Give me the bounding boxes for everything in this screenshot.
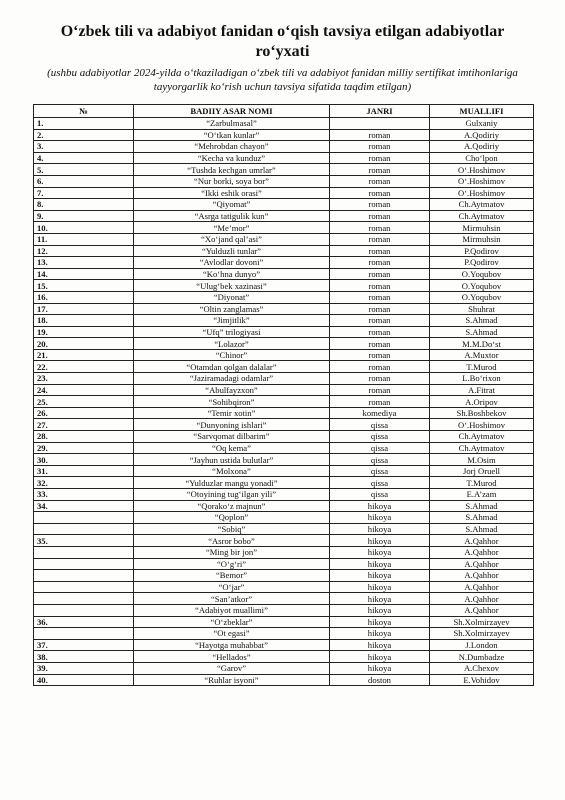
table-row bbox=[34, 489, 534, 501]
table-row bbox=[34, 396, 534, 408]
row-number: 14. bbox=[34, 268, 134, 280]
row-author: N.Dumbadze bbox=[430, 651, 534, 663]
row-genre: qissa bbox=[330, 431, 430, 443]
row-title: “Sarvqomat dilbarim” bbox=[134, 431, 330, 443]
row-author: E.A’zam bbox=[430, 489, 534, 501]
row-number: 27. bbox=[34, 419, 134, 431]
row-author: Sh.Xolmirzayev bbox=[430, 628, 534, 640]
row-number bbox=[34, 512, 134, 524]
row-author: P.Qodirov bbox=[430, 257, 534, 269]
row-author: A.Qahhor bbox=[430, 570, 534, 582]
row-genre: hikoya bbox=[330, 651, 430, 663]
row-number: 26. bbox=[34, 407, 134, 419]
row-title: “Qiyomat” bbox=[134, 199, 330, 211]
row-genre: roman bbox=[330, 187, 430, 199]
row-number bbox=[34, 523, 134, 535]
row-genre: roman bbox=[330, 222, 430, 234]
row-title: “Oltin zanglamas” bbox=[134, 303, 330, 315]
row-number bbox=[34, 581, 134, 593]
row-author: Jorj Oruell bbox=[430, 465, 534, 477]
row-genre: doston bbox=[330, 674, 430, 686]
row-title: “Asror bobo” bbox=[134, 535, 330, 547]
row-title: “Adabiyot muallimi” bbox=[134, 604, 330, 616]
row-author: S.Ahmad bbox=[430, 315, 534, 327]
table-row bbox=[34, 593, 534, 605]
row-title: “Mehrobdan chayon” bbox=[134, 141, 330, 153]
row-number: 32. bbox=[34, 477, 134, 489]
row-author: Mirmuhsin bbox=[430, 233, 534, 245]
table-row bbox=[34, 118, 534, 130]
row-number: 29. bbox=[34, 442, 134, 454]
row-number: 12. bbox=[34, 245, 134, 257]
row-number: 22. bbox=[34, 361, 134, 373]
row-number: 4. bbox=[34, 152, 134, 164]
row-author: O‘.Hoshimov bbox=[430, 187, 534, 199]
row-genre: qissa bbox=[330, 465, 430, 477]
table-row bbox=[34, 546, 534, 558]
row-author: O.Yoqubov bbox=[430, 280, 534, 292]
row-number: 10. bbox=[34, 222, 134, 234]
row-author: A.Muxtor bbox=[430, 349, 534, 361]
row-author: J.London bbox=[430, 639, 534, 651]
row-author: A.Qahhor bbox=[430, 535, 534, 547]
row-genre: hikoya bbox=[330, 558, 430, 570]
row-author: T.Murod bbox=[430, 361, 534, 373]
row-number: 33. bbox=[34, 489, 134, 501]
row-number bbox=[34, 593, 134, 605]
table-row bbox=[34, 662, 534, 674]
row-title: “Diyonat” bbox=[134, 291, 330, 303]
table-body bbox=[34, 118, 534, 686]
row-genre: roman bbox=[330, 245, 430, 257]
table-row bbox=[34, 639, 534, 651]
row-number: 11. bbox=[34, 233, 134, 245]
row-number: 3. bbox=[34, 141, 134, 153]
row-genre: roman bbox=[330, 268, 430, 280]
column-header-title: BADIIY ASAR NOMI bbox=[134, 105, 330, 118]
row-title: “O‘g‘ri” bbox=[134, 558, 330, 570]
row-title: “Jimjitlik” bbox=[134, 315, 330, 327]
row-author: Ch.Aytmatov bbox=[430, 210, 534, 222]
row-author: O‘.Hoshimov bbox=[430, 175, 534, 187]
row-title: “Hayotga muhabbat” bbox=[134, 639, 330, 651]
row-title: “Kecha va kunduz” bbox=[134, 152, 330, 164]
row-title: “Zarbulmasal” bbox=[134, 118, 330, 130]
row-genre: roman bbox=[330, 210, 430, 222]
row-title: “Qoplon” bbox=[134, 512, 330, 524]
row-author: L.Bo‘rixon bbox=[430, 373, 534, 385]
table-row bbox=[34, 442, 534, 454]
row-genre: roman bbox=[330, 291, 430, 303]
table-row bbox=[34, 628, 534, 640]
row-genre: hikoya bbox=[330, 662, 430, 674]
table-row bbox=[34, 558, 534, 570]
table-row bbox=[34, 465, 534, 477]
row-author: Sh.Xolmirzayev bbox=[430, 616, 534, 628]
table-row bbox=[34, 500, 534, 512]
table-row bbox=[34, 616, 534, 628]
row-genre: hikoya bbox=[330, 581, 430, 593]
row-author: O.Yoqubov bbox=[430, 291, 534, 303]
row-genre: roman bbox=[330, 129, 430, 141]
row-title: “Jaziramadagi odamlar” bbox=[134, 373, 330, 385]
table-row bbox=[34, 175, 534, 187]
row-title: “Nur borki, soya bor” bbox=[134, 175, 330, 187]
row-author: S.Ahmad bbox=[430, 523, 534, 535]
table-row bbox=[34, 338, 534, 350]
row-title: “Asrga tatigulik kun” bbox=[134, 210, 330, 222]
row-title: “Dunyoning ishlari” bbox=[134, 419, 330, 431]
column-header-author: MUALLIFI bbox=[430, 105, 534, 118]
row-genre: roman bbox=[330, 303, 430, 315]
table-row bbox=[34, 222, 534, 234]
row-number: 7. bbox=[34, 187, 134, 199]
row-author: O‘.Hoshimov bbox=[430, 164, 534, 176]
row-number: 24. bbox=[34, 384, 134, 396]
table-row bbox=[34, 407, 534, 419]
row-title: “Avlodlar dovoni” bbox=[134, 257, 330, 269]
table-row bbox=[34, 512, 534, 524]
row-title: “Otoyining tug‘ilgan yili” bbox=[134, 489, 330, 501]
row-number: 1. bbox=[34, 118, 134, 130]
row-author: A.Qodiriy bbox=[430, 141, 534, 153]
row-author: A.Qahhor bbox=[430, 604, 534, 616]
row-author: A.Qahhor bbox=[430, 593, 534, 605]
row-number: 23. bbox=[34, 373, 134, 385]
row-title: “Ufq” trilogiyasi bbox=[134, 326, 330, 338]
row-genre: roman bbox=[330, 396, 430, 408]
row-title: “Oq kema” bbox=[134, 442, 330, 454]
row-number: 18. bbox=[34, 315, 134, 327]
row-author: Ch.Aytmatov bbox=[430, 442, 534, 454]
row-title: “Sohibqiron” bbox=[134, 396, 330, 408]
row-title: “Jayhun ustida bulutlar” bbox=[134, 454, 330, 466]
table-row bbox=[34, 233, 534, 245]
row-title: “Yulduzlar mangu yonadi” bbox=[134, 477, 330, 489]
table-row bbox=[34, 164, 534, 176]
row-author: Ch.Aytmatov bbox=[430, 199, 534, 211]
row-genre: qissa bbox=[330, 419, 430, 431]
row-number: 31. bbox=[34, 465, 134, 477]
table-row bbox=[34, 674, 534, 686]
row-title: “Ot egasi” bbox=[134, 628, 330, 640]
row-author: Ch.Aytmatov bbox=[430, 431, 534, 443]
table-row bbox=[34, 384, 534, 396]
row-author: Sh.Boshbekov bbox=[430, 407, 534, 419]
table-row bbox=[34, 268, 534, 280]
row-number: 38. bbox=[34, 651, 134, 663]
row-number: 20. bbox=[34, 338, 134, 350]
row-author: M.M.Do‘st bbox=[430, 338, 534, 350]
row-genre: roman bbox=[330, 373, 430, 385]
row-genre: qissa bbox=[330, 454, 430, 466]
table-row bbox=[34, 477, 534, 489]
row-genre: roman bbox=[330, 175, 430, 187]
table-row bbox=[34, 199, 534, 211]
row-title: “Lolazor” bbox=[134, 338, 330, 350]
table-row bbox=[34, 349, 534, 361]
row-number: 19. bbox=[34, 326, 134, 338]
table-row bbox=[34, 361, 534, 373]
row-author: A.Oripov bbox=[430, 396, 534, 408]
table-row bbox=[34, 210, 534, 222]
table-row bbox=[34, 315, 534, 327]
document-title: O‘zbek tili va adabiyot fanidan o‘qish tavsiya etilgan adabiyotlar ro‘yxati bbox=[60, 23, 505, 60]
row-title: “O‘jar” bbox=[134, 581, 330, 593]
row-genre: roman bbox=[330, 233, 430, 245]
row-genre: roman bbox=[330, 349, 430, 361]
row-title: “Chinor” bbox=[134, 349, 330, 361]
row-title: “Tushda kechgan umrlar” bbox=[134, 164, 330, 176]
row-title: “Ming bir jon” bbox=[134, 546, 330, 558]
row-title: “Sobiq” bbox=[134, 523, 330, 535]
table-row bbox=[34, 431, 534, 443]
table-row bbox=[34, 454, 534, 466]
row-number: 40. bbox=[34, 674, 134, 686]
row-genre: hikoya bbox=[330, 604, 430, 616]
row-genre: roman bbox=[330, 199, 430, 211]
table-row bbox=[34, 373, 534, 385]
row-title: “Molxona” bbox=[134, 465, 330, 477]
row-number: 35. bbox=[34, 535, 134, 547]
row-title: “Temir xotin” bbox=[134, 407, 330, 419]
row-genre: roman bbox=[330, 361, 430, 373]
table-row bbox=[34, 245, 534, 257]
row-number: 37. bbox=[34, 639, 134, 651]
table-row bbox=[34, 419, 534, 431]
row-genre: hikoya bbox=[330, 535, 430, 547]
row-title: “Hellados” bbox=[134, 651, 330, 663]
row-genre: hikoya bbox=[330, 616, 430, 628]
row-author: Mirmuhsin bbox=[430, 222, 534, 234]
table-row bbox=[34, 129, 534, 141]
row-title: “Me’mor” bbox=[134, 222, 330, 234]
row-number: 34. bbox=[34, 500, 134, 512]
row-genre: hikoya bbox=[330, 546, 430, 558]
row-title: “Ulug‘bek xazinasi” bbox=[134, 280, 330, 292]
row-number: 8. bbox=[34, 199, 134, 211]
row-number: 36. bbox=[34, 616, 134, 628]
row-genre: hikoya bbox=[330, 593, 430, 605]
row-title: “Abulfayzxon” bbox=[134, 384, 330, 396]
row-number bbox=[34, 546, 134, 558]
table-row bbox=[34, 152, 534, 164]
column-header-genre: JANRI bbox=[330, 105, 430, 118]
row-number bbox=[34, 558, 134, 570]
table-row bbox=[34, 570, 534, 582]
row-number bbox=[34, 628, 134, 640]
row-genre: qissa bbox=[330, 442, 430, 454]
row-genre: roman bbox=[330, 152, 430, 164]
table-row bbox=[34, 257, 534, 269]
table-row bbox=[34, 581, 534, 593]
row-title: “O‘zbeklar” bbox=[134, 616, 330, 628]
table-header-row bbox=[34, 105, 534, 118]
row-genre: komediya bbox=[330, 407, 430, 419]
row-number: 39. bbox=[34, 662, 134, 674]
table-row bbox=[34, 291, 534, 303]
row-number bbox=[34, 570, 134, 582]
row-number: 6. bbox=[34, 175, 134, 187]
row-number: 28. bbox=[34, 431, 134, 443]
row-title: “Garov” bbox=[134, 662, 330, 674]
row-author: S.Ahmad bbox=[430, 326, 534, 338]
row-number: 21. bbox=[34, 349, 134, 361]
row-title: “Ikki eshik orasi” bbox=[134, 187, 330, 199]
row-number: 25. bbox=[34, 396, 134, 408]
table-row bbox=[34, 280, 534, 292]
row-author: A.Qodiriy bbox=[430, 129, 534, 141]
row-genre: roman bbox=[330, 338, 430, 350]
table-row bbox=[34, 141, 534, 153]
row-genre: roman bbox=[330, 257, 430, 269]
table-row bbox=[34, 604, 534, 616]
row-title: “Ruhlar isyoni” bbox=[134, 674, 330, 686]
row-genre: qissa bbox=[330, 489, 430, 501]
row-genre: hikoya bbox=[330, 500, 430, 512]
row-author: S.Ahmad bbox=[430, 500, 534, 512]
row-title: “Xo‘jand qal’asi” bbox=[134, 233, 330, 245]
row-number: 2. bbox=[34, 129, 134, 141]
row-title: “Qorako‘z majnun” bbox=[134, 500, 330, 512]
row-number: 9. bbox=[34, 210, 134, 222]
row-genre: roman bbox=[330, 384, 430, 396]
row-number: 5. bbox=[34, 164, 134, 176]
row-author: P.Qodirov bbox=[430, 245, 534, 257]
row-number: 30. bbox=[34, 454, 134, 466]
row-genre: roman bbox=[330, 315, 430, 327]
row-title: “O‘tkan kunlar” bbox=[134, 129, 330, 141]
row-author: Cho‘lpon bbox=[430, 152, 534, 164]
row-author: O.Yoqubov bbox=[430, 268, 534, 280]
row-number: 17. bbox=[34, 303, 134, 315]
row-genre: roman bbox=[330, 141, 430, 153]
row-number: 16. bbox=[34, 291, 134, 303]
row-genre: roman bbox=[330, 164, 430, 176]
row-genre: hikoya bbox=[330, 639, 430, 651]
row-genre: roman bbox=[330, 326, 430, 338]
table-row bbox=[34, 651, 534, 663]
table-row bbox=[34, 326, 534, 338]
row-author: A.Qahhor bbox=[430, 581, 534, 593]
row-author: A.Chexov bbox=[430, 662, 534, 674]
row-author: E.Vohidov bbox=[430, 674, 534, 686]
row-author: A.Qahhor bbox=[430, 546, 534, 558]
column-header-number: № bbox=[34, 105, 134, 118]
row-title: “San’atkor” bbox=[134, 593, 330, 605]
row-number: 15. bbox=[34, 280, 134, 292]
row-author: Gulxaniy bbox=[430, 118, 534, 130]
row-author: S.Ahmad bbox=[430, 512, 534, 524]
row-number bbox=[34, 604, 134, 616]
row-genre: hikoya bbox=[330, 570, 430, 582]
table-row bbox=[34, 523, 534, 535]
row-author: A.Qahhor bbox=[430, 558, 534, 570]
row-genre: hikoya bbox=[330, 512, 430, 524]
row-title: “Bemor” bbox=[134, 570, 330, 582]
row-author: O‘.Hoshimov bbox=[430, 419, 534, 431]
row-number: 13. bbox=[34, 257, 134, 269]
literature-table bbox=[33, 104, 534, 686]
row-author: M.Osim bbox=[430, 454, 534, 466]
row-author: A.Fitrat bbox=[430, 384, 534, 396]
row-genre: hikoya bbox=[330, 628, 430, 640]
row-title: “Ko‘hna dunyo” bbox=[134, 268, 330, 280]
row-author: Shuhrat bbox=[430, 303, 534, 315]
row-genre: hikoya bbox=[330, 523, 430, 535]
table-row bbox=[34, 303, 534, 315]
row-genre: qissa bbox=[330, 477, 430, 489]
row-title: “Otamdan qolgan dalalar” bbox=[134, 361, 330, 373]
document-subtitle: (ushbu adabiyotlar 2024-yilda o‘tkaziladigan o‘zbek tili va adabiyot fanidan milliy sertifikat imtihonlariga tayyorgarlik ko‘rish uchun tavsiya sifatida taqdim etilgan) bbox=[47, 67, 518, 93]
table-row bbox=[34, 187, 534, 199]
row-genre bbox=[330, 118, 430, 130]
row-author: T.Murod bbox=[430, 477, 534, 489]
row-genre: roman bbox=[330, 280, 430, 292]
row-title: “Yulduzli tunlar” bbox=[134, 245, 330, 257]
table-row bbox=[34, 535, 534, 547]
